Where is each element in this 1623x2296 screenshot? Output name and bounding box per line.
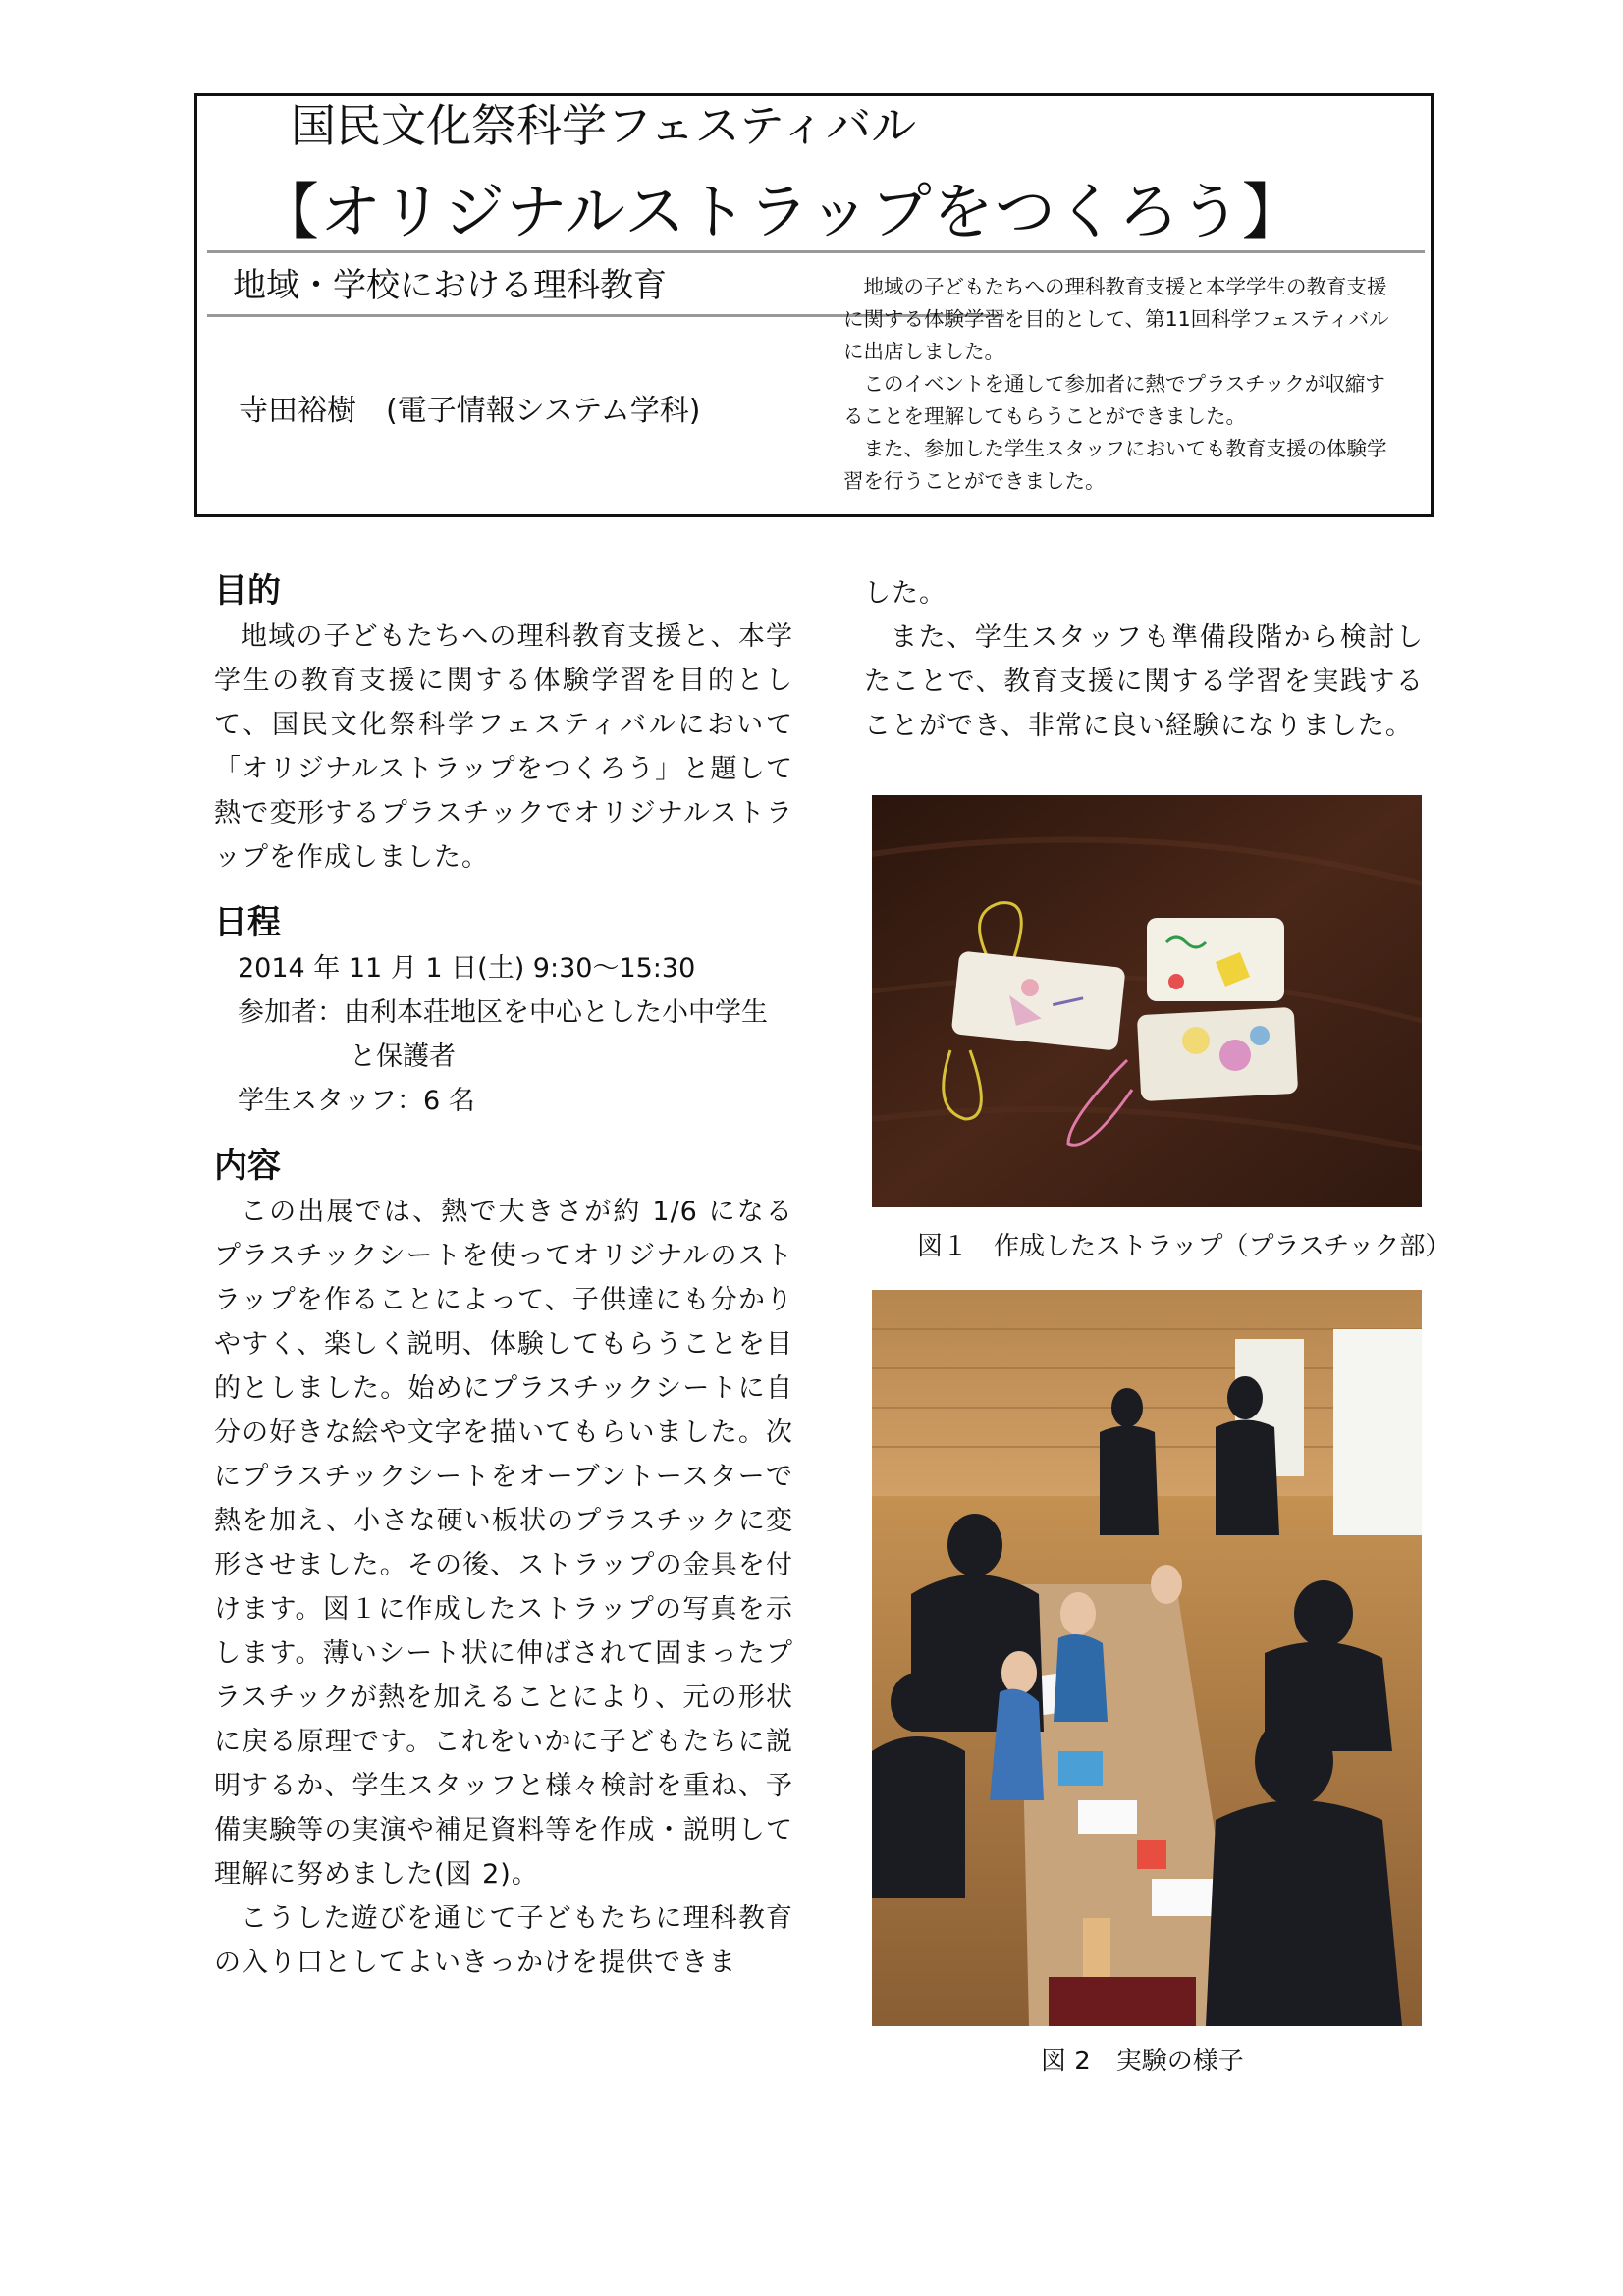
header-box [194,93,1434,517]
schedule-date: 2014 年 11 月 1 日(土) 9:30〜15:30 [238,953,696,984]
header-subtitle: 国民文化祭科学フェスティバル [291,99,917,152]
figure-1-caption: 図１ 作成したストラップ（プラスチック部） [917,1232,1451,1261]
schedule-staff: 学生スタッフ：6 名 [238,1086,475,1116]
author-line: 寺田裕樹 (電子情報システム学科) [239,394,701,428]
summary-paragraph-1: 地域の子どもたちへの理科教育支援と本学学生の教育支援に関する体験学習を目的として、第11回科学フェスティバルに出店しました。 [843,275,1389,363]
content-paragraph-2: こうした遊びを通じて子どもたちに理科教育の入り口としてよいきっかけを提供できま [214,1903,793,1978]
page-title: 【オリジナルストラップをつくろう】 [258,176,1304,247]
category-label: 地域・学校における理科教育 [233,266,667,305]
figure-1-photo [872,795,1422,1207]
figure-2-caption: 図 2 実験の様子 [1041,2047,1244,2076]
schedule-heading: 日程 [214,903,281,942]
purpose-heading: 目的 [214,571,281,611]
content-paragraph-2-cont: した。 [864,578,947,609]
figure-2-photo [872,1290,1422,2026]
schedule-participants: 参加者：由利本荘地区を中心とした小中学生 [238,997,768,1028]
content-paragraph-1: この出展では、熱で大きさが約 1/6 になるプラスチックシートを使ってオリジナルのストラップを作ることによって、子供達にも分かりやすく、楽しく説明、体験してもらうことを目的としました。始めにプラスチックシートに自分の好きな絵や文字を描いてもらいました。次にプラスチックシートをオーブントースターで熱を加え、小さな硬い板状のプラスチックに変形させました。その後、ストラップの金具を付けます。図１に作成したストラップの写真を示します。薄いシート状に伸ばされて固まったプラスチックが熱を加えることにより、元の形状に戻る原理です。これをいかに子どもたちに説明するか、学生スタッフと様々検討を重ね、予備実験等の実演や補足資料等を作成・説明して理解に努めました(図 2)。 [214,1197,793,1890]
content-paragraph-3: また、学生スタッフも準備段階から検討したことで、教育支援に関する学習を実践することができ、非常に良い経験になりました。 [864,622,1424,741]
title-divider [207,250,1425,253]
summary-paragraph-3: また、参加した学生スタッフにおいても教育支援の体験学習を行うことができました。 [843,437,1387,493]
purpose-text: 地域の子どもたちへの理科教育支援と、本学学生の教育支援に関する体験学習を目的として、国民文化祭科学フェスティバルにおいて「オリジナルストラップをつくろう」と題して熱で変形するプラスチックでオリジナルストラップを作成しました。 [214,621,793,873]
right-column [864,571,1424,748]
left-column [214,569,793,1985]
summary-block [843,271,1393,498]
summary-paragraph-2: このイベントを通して参加者に熱でプラスチックが収縮することを理解してもらうことができました。 [843,372,1385,428]
content-heading: 内容 [214,1147,281,1186]
schedule-participants-cont: と保護者 [350,1041,456,1072]
